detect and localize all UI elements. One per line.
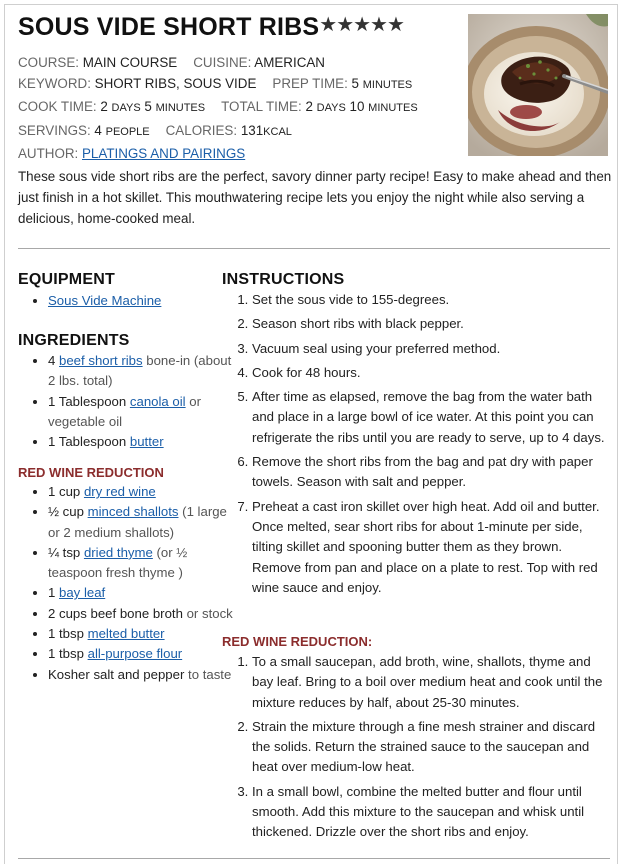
instructions-group-list [222,652,610,847]
ingredient-link[interactable]: melted butter [87,626,165,642]
author-link[interactable]: PLATINGS AND PAIRINGS [82,145,246,161]
equipment-heading: EQUIPMENT [18,271,115,288]
ingredients-heading: INGREDIENTS [18,332,130,349]
ingredients-group-heading: RED WINE REDUCTION [18,465,164,480]
ingredient-item [48,432,238,452]
ingredient-link[interactable]: all-purpose flour [87,646,183,662]
instruction-step: 6. Remove the short ribs from the bag and pat dry with paper towels. Season with salt and pepper. [252,452,610,493]
instruction-step: 5. After time as elapsed, remove the bag from the water bath and place in a large bowl of ice water. At this point you can refrigerate the ribs until you are ready to serve, up to 4 days. [252,387,610,448]
prep-time-value: 5 [351,76,359,92]
ingredient-item [48,482,238,502]
ingredient-item [48,392,238,433]
instruction-step: 4. Cook for 48 hours. [252,363,610,383]
ingredient-link[interactable]: beef short ribs [59,353,143,368]
instruction-step: 1. Set the sous vide to 155-degrees. [252,290,610,310]
meta-row-course: COURSE: MAIN COURSE CUISINE: AMERICAN [18,55,325,70]
keyword-value: SHORT RIBS, SOUS VIDE [94,76,257,92]
ingredient-note: or vegetable oil [48,393,202,429]
ingredient-item [48,351,238,392]
ingredient-amount: 1 tbsp [48,626,84,642]
ingredients-list [18,351,238,452]
meta-row-cook: COOK TIME: 2 DAYS 5 MINUTES TOTAL TIME: 2 DAYS 10 MINUTES [18,99,418,115]
ingredient-amount: 1 [48,585,56,601]
ingredient-amount: 1 Tablespoon [48,434,127,450]
equipment-list [18,291,238,311]
recipe-summary: These sous vide short ribs are the perfect, savory dinner party recipe! Easy to make ahead and then just finish in a hot skillet. This mouthwatering recipe lets you enjoy the night while also serving a delicious, home-cooked meal. [18,169,612,226]
short-ribs-plate-image [468,14,608,156]
cook-days-value: 2 [100,99,108,115]
instruction-step: 3. In a small bowl, combine the melted butter and flour until smooth. Add this mixture to the saucepan and whisk until thickened. Drizzle over the short ribs and enjoy. [252,782,610,843]
section-divider [18,248,610,249]
instruction-step: 3. Vacuum seal using your preferred method. [252,339,610,359]
bottom-divider [18,858,610,859]
instructions-group-heading: RED WINE REDUCTION: [222,634,373,649]
ingredient-amount: 1 tbsp [48,646,84,662]
ingredient-item [48,665,238,685]
ingredient-item [48,604,238,624]
ingredient-item [48,624,238,644]
total-minutes-value: 10 [349,99,365,115]
ingredient-amount: ¼ tsp [48,544,81,560]
ingredient-note: bone-in (about 2 lbs. total) [48,353,232,389]
instructions-list [222,290,610,602]
instruction-step: 2. Strain the mixture through a fine mesh strainer and discard the solids. Return the strained sauce to the saucepan and heat over medium-low heat. [252,717,610,778]
ingredient-link[interactable]: minced shallots [87,504,179,520]
ingredient-note: to taste [188,666,232,682]
ingredient-item [48,543,238,584]
meta-row-servings: SERVINGS: 4 PEOPLE CALORIES: 131KCAL [18,122,292,138]
ingredient-link[interactable]: canola oil [129,393,186,409]
servings-value: 4 [94,122,102,138]
recipe-photo [468,14,608,156]
ingredient-link[interactable]: bay leaf [59,585,106,601]
ingredient-item [48,644,238,664]
instructions-heading: INSTRUCTIONS [222,271,345,288]
ingredient-amount: 4 [48,353,56,368]
recipe-meta [18,52,458,164]
ingredient-link[interactable]: dry red wine [83,484,156,499]
ingredient-text: Kosher salt and pepper [48,666,185,682]
instruction-step: 2. Season short ribs with black pepper. [252,314,610,334]
ingredient-amount: 1 Tablespoon [48,393,127,409]
meta-row-author: AUTHOR: PLATINGS AND PAIRINGS [18,145,246,161]
ingredient-text: 2 cups beef bone broth [48,605,183,621]
equipment-item [48,291,238,311]
instruction-step: 1. To a small saucepan, add broth, wine, shallots, thyme and bay leaf. Bring to a boil over medium heat and cook until the mixture reduces by half, about 25-30 minutes. [252,652,610,713]
ingredient-amount: 1 cup [48,484,81,499]
ingredient-note: (1 large or 2 medium shallots) [48,504,227,540]
ingredient-link[interactable]: butter [129,434,164,450]
cuisine-value: AMERICAN [254,55,325,70]
ingredient-link[interactable]: dried thyme [83,544,153,560]
calories-value: 131 [240,122,264,138]
course-value: MAIN COURSE [82,55,178,70]
equipment-link[interactable]: Sous Vide Machine [48,293,162,308]
ingredient-item [48,502,238,543]
ingredients-group-list [18,482,238,685]
ingredient-note: (or ½ teaspoon fresh thyme ) [48,544,188,581]
cook-minutes-value: 5 [144,99,152,115]
ingredient-amount: ½ cup [48,504,84,520]
ingredient-item [48,583,238,603]
total-days-value: 2 [305,99,313,115]
ingredient-note: or stock [186,605,233,621]
rating-stars[interactable]: ★★★★★ [319,14,404,36]
meta-row-keyword: KEYWORD: SHORT RIBS, SOUS VIDE PREP TIME: 5 MINUTES [18,76,413,92]
recipe-title: SOUS VIDE SHORT RIBS★★★★★ [18,13,404,41]
instruction-step: 7. Preheat a cast iron skillet over high heat. Add oil and butter. Once melted, sear short ribs for about 1-minute per side, tilting skillet and spooning butter them as they brown. Remove from pan and place on a plate to rest. Top with red wine sauce and enjoy. [252,497,610,598]
